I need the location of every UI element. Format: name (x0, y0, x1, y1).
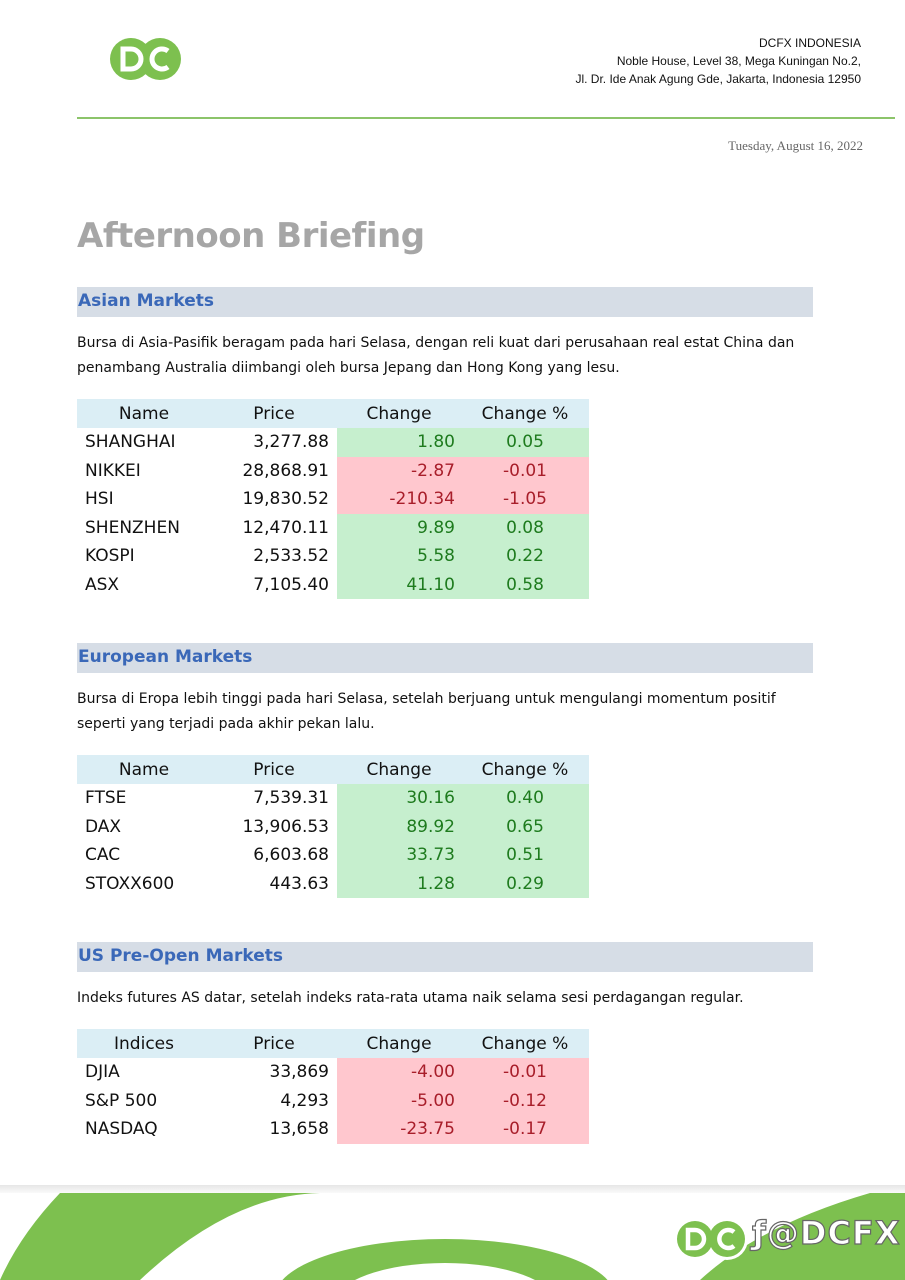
section-heading-european: European Markets (77, 643, 813, 673)
index-change-pct: 0.29 (461, 870, 589, 899)
index-name: FTSE (85, 788, 127, 809)
social-handle-text: @DCFX (766, 1214, 901, 1252)
col-header: Indices (77, 1029, 211, 1058)
index-change-pct: -0.17 (461, 1115, 589, 1144)
table-row (77, 571, 589, 600)
index-change: 89.92 (337, 813, 461, 842)
index-change: -210.34 (337, 485, 461, 514)
col-header: Change (337, 755, 461, 784)
index-change-pct: -0.12 (461, 1087, 589, 1116)
asian-summary: Bursa di Asia-Pasifik beragam pada hari Selasa, dengan reli kuat dari perusahaan real estat China dan penambang Australia diimbangi oleh bursa Jepang dan Hong Kong yang lesu. (77, 335, 795, 376)
index-change-pct: 0.08 (461, 514, 589, 543)
index-change-pct: 0.65 (461, 813, 589, 842)
table-header-row (77, 399, 589, 428)
index-price: 443.63 (269, 873, 329, 894)
col-header: Change % (461, 1029, 589, 1058)
table-row (77, 1115, 589, 1144)
index-name: DAX (85, 816, 122, 837)
index-name: ASX (85, 574, 120, 595)
us-summary: Indeks futures AS datar, setelah indeks rata-rata utama naik selama sesi perdagangan regular. (77, 990, 744, 1006)
table-header-row (77, 1029, 589, 1058)
table-row (77, 1087, 589, 1116)
index-change-pct: 0.58 (461, 571, 589, 600)
table-row (77, 514, 589, 543)
index-change: 41.10 (337, 571, 461, 600)
european-summary: Bursa di Eropa lebih tinggi pada hari Selasa, setelah berjuang untuk mengulangi momentum positif seperti yang terjadi pada akhir pekan lalu. (77, 691, 776, 732)
index-name: DJIA (85, 1062, 120, 1083)
index-change-pct: 0.51 (461, 841, 589, 870)
us-markets-table (77, 1029, 589, 1144)
index-name: SHANGHAI (85, 432, 176, 453)
table-row (77, 485, 589, 514)
index-price: 12,470.11 (242, 517, 329, 538)
index-change: 1.80 (337, 428, 461, 457)
index-name: HSI (85, 489, 114, 510)
index-name: NIKKEI (85, 460, 141, 481)
company-address (575, 34, 861, 88)
index-change: 9.89 (337, 514, 461, 543)
table-row (77, 870, 589, 899)
table-row (77, 542, 589, 571)
header-divider (77, 117, 895, 119)
index-name: KOSPI (85, 546, 135, 567)
address-line-1: Noble House, Level 38, Mega Kuningan No.2, (616, 54, 861, 68)
address-line-2: Jl. Dr. Ide Anak Agung Gde, Jakarta, Indonesia 12950 (575, 72, 861, 86)
col-header: Change (337, 399, 461, 428)
index-change-pct: -1.05 (461, 485, 589, 514)
col-header: Change % (461, 399, 589, 428)
page-title: Afternoon Briefing (77, 216, 425, 256)
table-row (77, 841, 589, 870)
index-name: STOXX600 (85, 873, 175, 894)
table-header-row (77, 755, 589, 784)
index-price: 13,906.53 (242, 816, 329, 837)
index-change: 33.73 (337, 841, 461, 870)
section-heading-asian: Asian Markets (77, 287, 813, 317)
social-icon: ƒ (752, 1214, 767, 1252)
index-price: 33,869 (269, 1062, 329, 1083)
european-markets-table (77, 755, 589, 898)
index-price: 6,603.68 (253, 845, 329, 866)
footer-dcfx-logo (673, 1215, 751, 1263)
index-change: 5.58 (337, 542, 461, 571)
dcfx-logo (110, 36, 182, 82)
index-change: -23.75 (337, 1115, 461, 1144)
index-name: SHENZHEN (85, 517, 180, 538)
index-change: -2.87 (337, 457, 461, 486)
index-change-pct: 0.40 (461, 784, 589, 813)
section-heading-us: US Pre-Open Markets (77, 942, 813, 972)
index-name: NASDAQ (85, 1119, 158, 1140)
table-row (77, 457, 589, 486)
index-change-pct: 0.22 (461, 542, 589, 571)
index-change: 1.28 (337, 870, 461, 899)
index-change: 30.16 (337, 784, 461, 813)
index-change-pct: 0.05 (461, 428, 589, 457)
table-row (77, 813, 589, 842)
col-header: Change % (461, 755, 589, 784)
index-price: 3,277.88 (253, 432, 329, 453)
index-price: 7,539.31 (253, 788, 329, 809)
index-price: 7,105.40 (253, 574, 329, 595)
index-change: -5.00 (337, 1087, 461, 1116)
index-name: S&P 500 (85, 1090, 158, 1111)
table-row (77, 1058, 589, 1087)
col-header: Price (211, 755, 337, 784)
asian-markets-table (77, 399, 589, 599)
social-handle (752, 1214, 901, 1252)
index-price: 4,293 (280, 1090, 329, 1111)
company-name: DCFX INDONESIA (758, 36, 861, 50)
index-change: -4.00 (337, 1058, 461, 1087)
index-price: 2,533.52 (253, 546, 329, 567)
index-change-pct: -0.01 (461, 457, 589, 486)
report-date: Tuesday, August 16, 2022 (728, 138, 863, 153)
index-price: 28,868.91 (242, 460, 329, 481)
index-price: 13,658 (269, 1119, 329, 1140)
col-header: Price (211, 399, 337, 428)
col-header: Change (337, 1029, 461, 1058)
col-header: Name (77, 399, 211, 428)
index-change-pct: -0.01 (461, 1058, 589, 1087)
index-name: CAC (85, 845, 121, 866)
table-row (77, 784, 589, 813)
table-row (77, 428, 589, 457)
col-header: Name (77, 755, 211, 784)
col-header: Price (211, 1029, 337, 1058)
index-price: 19,830.52 (242, 489, 329, 510)
